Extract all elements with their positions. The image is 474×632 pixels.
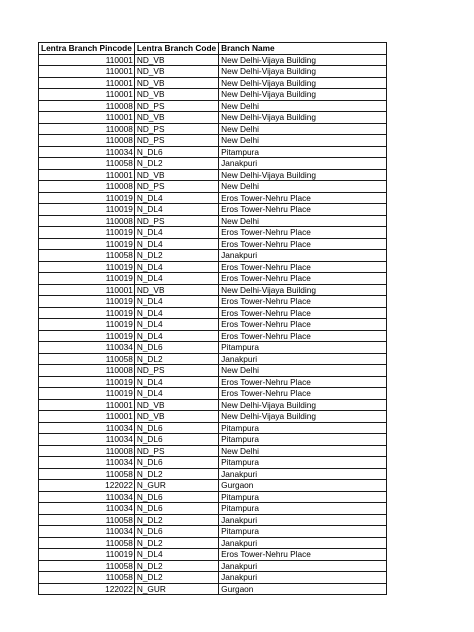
- branch-code-cell: ND_VB: [134, 112, 218, 124]
- branch-name-cell: New Delhi-Vijaya Building: [219, 66, 387, 78]
- table-row: [39, 342, 387, 354]
- branch-code-cell: N_DL4: [134, 307, 218, 319]
- branch-name-cell: New Delhi-Vijaya Building: [219, 54, 387, 66]
- branch-name-cell: New Delhi: [219, 135, 387, 147]
- pincode-cell: 110019: [39, 330, 135, 342]
- branch-code-cell: N_DL2: [134, 514, 218, 526]
- branch-name-cell: Eros Tower-Nehru Place: [219, 204, 387, 216]
- branch-name-cell: Pitampura: [219, 526, 387, 538]
- pincode-cell: 110001: [39, 169, 135, 181]
- table-row: [39, 353, 387, 365]
- branch-code-cell: N_DL4: [134, 330, 218, 342]
- pincode-cell: 110019: [39, 192, 135, 204]
- branch-name-cell: Janakpuri: [219, 560, 387, 572]
- header-row: [39, 43, 387, 55]
- branch-code-cell: ND_PS: [134, 123, 218, 135]
- table-row: [39, 503, 387, 515]
- table-row: [39, 169, 387, 181]
- pincode-cell: 110001: [39, 54, 135, 66]
- table-row: [39, 434, 387, 446]
- table-row: [39, 158, 387, 170]
- branch-name-cell: New Delhi: [219, 445, 387, 457]
- branch-name-cell: Eros Tower-Nehru Place: [219, 227, 387, 239]
- table-row: [39, 319, 387, 331]
- header-branch-code: Lentra Branch Code: [134, 43, 218, 55]
- branch-code-cell: N_DL6: [134, 526, 218, 538]
- branch-code-cell: N_DL6: [134, 342, 218, 354]
- branch-code-cell: ND_VB: [134, 169, 218, 181]
- branch-code-cell: ND_PS: [134, 135, 218, 147]
- pincode-cell: 110058: [39, 158, 135, 170]
- pincode-cell: 110019: [39, 204, 135, 216]
- header-pincode: Lentra Branch Pincode: [39, 43, 135, 55]
- branch-name-cell: Janakpuri: [219, 250, 387, 262]
- branch-name-cell: Gurgaon: [219, 583, 387, 595]
- pincode-cell: 110001: [39, 89, 135, 101]
- branch-name-cell: Janakpuri: [219, 158, 387, 170]
- pincode-cell: 110034: [39, 342, 135, 354]
- table-row: [39, 480, 387, 492]
- branch-name-cell: Eros Tower-Nehru Place: [219, 376, 387, 388]
- branch-code-cell: N_DL4: [134, 388, 218, 400]
- pincode-cell: 110008: [39, 445, 135, 457]
- branch-code-cell: N_DL2: [134, 537, 218, 549]
- table-row: [39, 146, 387, 158]
- branch-name-cell: New Delhi: [219, 365, 387, 377]
- table-body: [39, 54, 387, 595]
- branch-name-cell: Eros Tower-Nehru Place: [219, 273, 387, 285]
- table-row: [39, 123, 387, 135]
- pincode-cell: 110001: [39, 112, 135, 124]
- branch-code-cell: N_DL4: [134, 273, 218, 285]
- branch-name-cell: New Delhi: [219, 215, 387, 227]
- branch-code-cell: ND_VB: [134, 399, 218, 411]
- pincode-cell: 110058: [39, 572, 135, 584]
- pincode-cell: 110019: [39, 307, 135, 319]
- pincode-cell: 122022: [39, 480, 135, 492]
- table-row: [39, 330, 387, 342]
- header-branch-name: Branch Name: [219, 43, 387, 55]
- pincode-cell: 110058: [39, 468, 135, 480]
- branch-code-cell: N_DL4: [134, 238, 218, 250]
- table-row: [39, 491, 387, 503]
- pincode-cell: 110034: [39, 457, 135, 469]
- table-row: [39, 112, 387, 124]
- table-row: [39, 468, 387, 480]
- branch-name-cell: Eros Tower-Nehru Place: [219, 261, 387, 273]
- branch-code-cell: N_DL6: [134, 503, 218, 515]
- pincode-cell: 110019: [39, 319, 135, 331]
- branch-name-cell: Pitampura: [219, 434, 387, 446]
- pincode-cell: 110019: [39, 296, 135, 308]
- pincode-cell: 110001: [39, 77, 135, 89]
- pincode-cell: 110058: [39, 353, 135, 365]
- table-row: [39, 307, 387, 319]
- branch-name-cell: Pitampura: [219, 503, 387, 515]
- branch-name-cell: Eros Tower-Nehru Place: [219, 192, 387, 204]
- table-row: [39, 227, 387, 239]
- branch-code-cell: ND_VB: [134, 66, 218, 78]
- table-row: [39, 514, 387, 526]
- branch-code-cell: N_DL4: [134, 319, 218, 331]
- branch-name-cell: Eros Tower-Nehru Place: [219, 307, 387, 319]
- table-row: [39, 537, 387, 549]
- pincode-cell: 110058: [39, 560, 135, 572]
- table-row: [39, 583, 387, 595]
- branch-name-cell: New Delhi-Vijaya Building: [219, 399, 387, 411]
- pincode-cell: 110001: [39, 411, 135, 423]
- pincode-cell: 110008: [39, 181, 135, 193]
- table-row: [39, 238, 387, 250]
- branch-code-cell: ND_VB: [134, 411, 218, 423]
- table-row: [39, 250, 387, 262]
- branch-code-cell: N_DL4: [134, 227, 218, 239]
- branch-code-cell: N_DL6: [134, 422, 218, 434]
- pincode-cell: 110008: [39, 215, 135, 227]
- table-row: [39, 572, 387, 584]
- table-row: [39, 204, 387, 216]
- pincode-cell: 110008: [39, 135, 135, 147]
- branch-name-cell: Pitampura: [219, 342, 387, 354]
- branch-name-cell: Janakpuri: [219, 572, 387, 584]
- pincode-cell: 110034: [39, 146, 135, 158]
- branch-code-cell: N_DL2: [134, 158, 218, 170]
- pincode-cell: 110019: [39, 238, 135, 250]
- branch-code-cell: ND_PS: [134, 445, 218, 457]
- branch-code-cell: ND_VB: [134, 54, 218, 66]
- branch-code-cell: ND_PS: [134, 100, 218, 112]
- table-row: [39, 365, 387, 377]
- branch-name-cell: Pitampura: [219, 491, 387, 503]
- table-row: [39, 549, 387, 561]
- branch-name-cell: Janakpuri: [219, 468, 387, 480]
- branch-name-cell: New Delhi-Vijaya Building: [219, 169, 387, 181]
- branch-name-cell: Eros Tower-Nehru Place: [219, 319, 387, 331]
- pincode-cell: 110019: [39, 549, 135, 561]
- pincode-cell: 110034: [39, 503, 135, 515]
- branch-name-cell: New Delhi-Vijaya Building: [219, 89, 387, 101]
- branch-code-cell: N_DL4: [134, 549, 218, 561]
- branch-table: [38, 42, 387, 595]
- branch-name-cell: Eros Tower-Nehru Place: [219, 549, 387, 561]
- branch-name-cell: Janakpuri: [219, 353, 387, 365]
- branch-code-cell: ND_PS: [134, 181, 218, 193]
- table-row: [39, 445, 387, 457]
- table-row: [39, 388, 387, 400]
- branch-name-cell: Eros Tower-Nehru Place: [219, 388, 387, 400]
- pincode-cell: 122022: [39, 583, 135, 595]
- branch-code-cell: N_DL6: [134, 146, 218, 158]
- pincode-cell: 110019: [39, 388, 135, 400]
- table-row: [39, 77, 387, 89]
- table-row: [39, 284, 387, 296]
- branch-code-cell: N_DL6: [134, 457, 218, 469]
- branch-code-cell: N_GUR: [134, 583, 218, 595]
- table-row: [39, 135, 387, 147]
- branch-code-cell: ND_PS: [134, 215, 218, 227]
- pincode-cell: 110001: [39, 399, 135, 411]
- pincode-cell: 110001: [39, 66, 135, 78]
- pincode-cell: 110001: [39, 284, 135, 296]
- table-row: [39, 273, 387, 285]
- branch-name-cell: New Delhi-Vijaya Building: [219, 77, 387, 89]
- branch-code-cell: ND_PS: [134, 365, 218, 377]
- branch-name-cell: Pitampura: [219, 146, 387, 158]
- pincode-cell: 110008: [39, 365, 135, 377]
- pincode-cell: 110019: [39, 376, 135, 388]
- pincode-cell: 110058: [39, 514, 135, 526]
- table-row: [39, 526, 387, 538]
- branch-name-cell: Eros Tower-Nehru Place: [219, 296, 387, 308]
- branch-code-cell: N_DL2: [134, 572, 218, 584]
- branch-code-cell: N_DL2: [134, 560, 218, 572]
- table-row: [39, 100, 387, 112]
- pincode-cell: 110008: [39, 100, 135, 112]
- table-row: [39, 215, 387, 227]
- branch-code-cell: ND_VB: [134, 89, 218, 101]
- table-row: [39, 411, 387, 423]
- pincode-cell: 110058: [39, 537, 135, 549]
- branch-name-cell: Gurgaon: [219, 480, 387, 492]
- branch-name-cell: Janakpuri: [219, 514, 387, 526]
- branch-code-cell: ND_VB: [134, 284, 218, 296]
- table-row: [39, 376, 387, 388]
- pincode-cell: 110008: [39, 123, 135, 135]
- branch-name-cell: New Delhi: [219, 123, 387, 135]
- table-row: [39, 560, 387, 572]
- branch-table-container: [38, 42, 387, 595]
- branch-name-cell: Pitampura: [219, 422, 387, 434]
- branch-name-cell: New Delhi: [219, 100, 387, 112]
- table-row: [39, 89, 387, 101]
- pincode-cell: 110019: [39, 227, 135, 239]
- branch-code-cell: N_DL4: [134, 192, 218, 204]
- branch-name-cell: Eros Tower-Nehru Place: [219, 330, 387, 342]
- table-row: [39, 296, 387, 308]
- table-row: [39, 54, 387, 66]
- table-row: [39, 457, 387, 469]
- branch-name-cell: New Delhi-Vijaya Building: [219, 112, 387, 124]
- pincode-cell: 110019: [39, 273, 135, 285]
- pincode-cell: 110019: [39, 261, 135, 273]
- branch-name-cell: New Delhi-Vijaya Building: [219, 284, 387, 296]
- branch-code-cell: N_GUR: [134, 480, 218, 492]
- table-row: [39, 399, 387, 411]
- branch-name-cell: Janakpuri: [219, 537, 387, 549]
- pincode-cell: 110034: [39, 434, 135, 446]
- table-row: [39, 181, 387, 193]
- branch-name-cell: New Delhi: [219, 181, 387, 193]
- pincode-cell: 110034: [39, 526, 135, 538]
- branch-code-cell: ND_VB: [134, 77, 218, 89]
- branch-code-cell: N_DL4: [134, 204, 218, 216]
- branch-code-cell: N_DL4: [134, 296, 218, 308]
- branch-code-cell: N_DL6: [134, 434, 218, 446]
- branch-name-cell: Pitampura: [219, 457, 387, 469]
- branch-name-cell: Eros Tower-Nehru Place: [219, 238, 387, 250]
- table-row: [39, 261, 387, 273]
- branch-code-cell: N_DL2: [134, 468, 218, 480]
- branch-name-cell: New Delhi-Vijaya Building: [219, 411, 387, 423]
- branch-code-cell: N_DL2: [134, 250, 218, 262]
- table-row: [39, 66, 387, 78]
- table-row: [39, 192, 387, 204]
- pincode-cell: 110034: [39, 422, 135, 434]
- table-row: [39, 422, 387, 434]
- branch-code-cell: N_DL4: [134, 376, 218, 388]
- branch-code-cell: N_DL2: [134, 353, 218, 365]
- pincode-cell: 110034: [39, 491, 135, 503]
- branch-code-cell: N_DL4: [134, 261, 218, 273]
- pincode-cell: 110058: [39, 250, 135, 262]
- branch-code-cell: N_DL6: [134, 491, 218, 503]
